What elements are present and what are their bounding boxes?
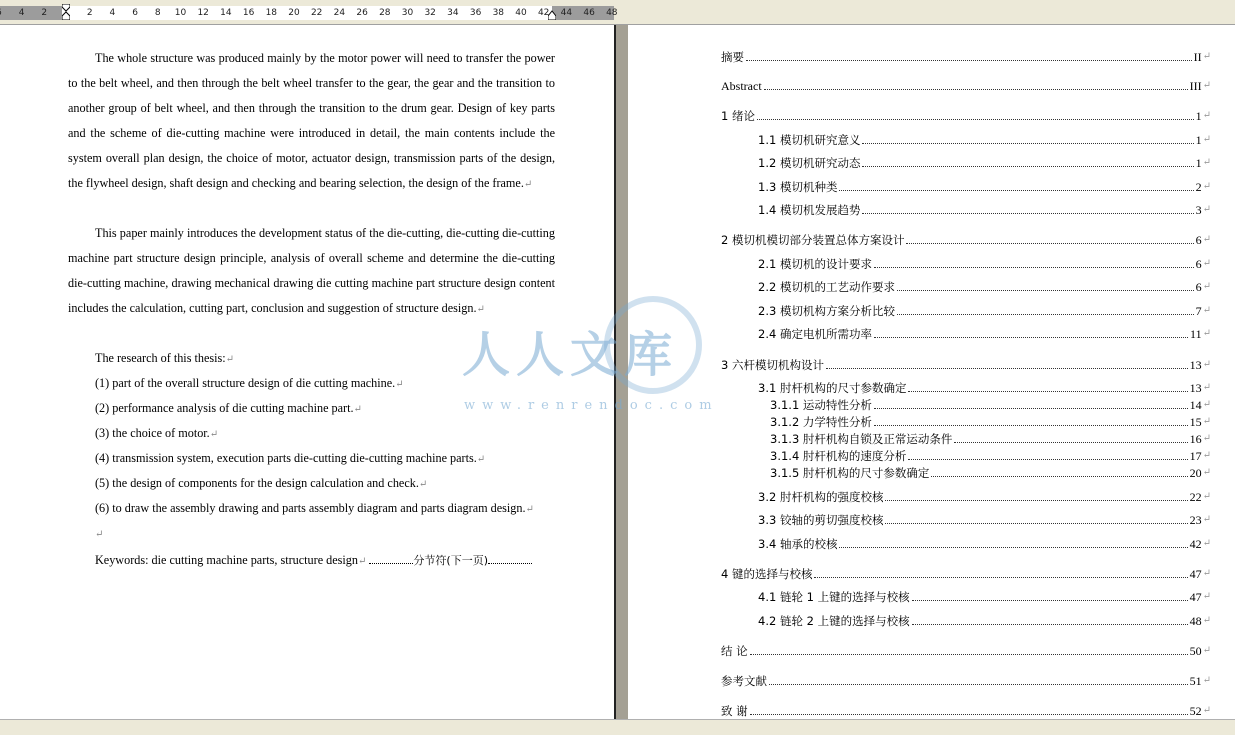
ruler-tick-label: 14: [220, 8, 232, 18]
abstract-paragraph-2[interactable]: [68, 221, 555, 322]
paragraph-mark: ↵: [1202, 568, 1211, 579]
toc-leader-dots: [874, 266, 1194, 268]
toc-entry-label: 结 论: [721, 644, 748, 658]
document-page-right[interactable]: [628, 25, 1235, 719]
paragraph-mark: ↵: [1202, 204, 1211, 215]
toc-entry[interactable]: [758, 326, 1211, 342]
paragraph-mark: ↵: [1202, 258, 1211, 269]
toc-entry-label: 1.2 模切机研究动态: [758, 156, 861, 170]
toc-entry-label: 3.1.4 肘杆机构的速度分析: [770, 449, 907, 463]
toc-page-number: 47: [1189, 590, 1202, 604]
paragraph-mark: ↵: [1202, 382, 1211, 393]
paragraph-mark: ↵: [1202, 538, 1211, 549]
status-bar: [0, 719, 1235, 735]
paragraph-mark: ↵: [1202, 450, 1211, 461]
toc-entry-label: 3.1 肘杆机构的尺寸参数确定: [758, 381, 907, 395]
indent-marker-icon[interactable]: [62, 4, 70, 20]
toc-entry[interactable]: [770, 431, 1211, 447]
ruler-tick-label: 10: [174, 8, 187, 18]
toc-page-number: 23: [1189, 513, 1202, 527]
toc-entry-label: 3 六杆模切机构设计: [721, 358, 824, 372]
toc-entry-label: 参考文献: [721, 674, 767, 688]
paragraph-mark: ↵: [1202, 134, 1211, 145]
ruler-tick-label: 24: [333, 8, 346, 18]
paragraph-mark: ↵: [1202, 359, 1211, 370]
paragraph-mark: ↵: [476, 304, 485, 315]
toc-entry[interactable]: [721, 357, 1211, 373]
paragraph-mark: ↵: [1202, 110, 1211, 121]
research-list-item-text: (4) transmission system, execution parts die-cutting die-cutting machine parts.: [95, 451, 477, 465]
paragraph-2-text: This paper mainly introduces the development status of the die-cutting, die-cutting die-cutting machine part structure design principle, analysis of overall scheme and determine the die-cutting die-cutting machine, drawing mechanical drawing die cutting machine part structure design content includes the calculation, cutting part, conclusion and suggestion of structure design.: [68, 226, 555, 315]
research-heading[interactable]: [95, 351, 234, 366]
ruler-tick-label: 36: [469, 8, 482, 18]
toc-leader-dots: [746, 59, 1192, 61]
ruler-tick-label: 34: [447, 8, 459, 18]
toc-leader-dots: [912, 599, 1188, 601]
empty-paragraph[interactable]: [95, 526, 103, 541]
paragraph-mark: ↵: [418, 479, 428, 490]
toc-entry[interactable]: [758, 489, 1211, 505]
ruler-tick-label: 32: [424, 8, 436, 18]
paragraph-mark: ↵: [353, 404, 362, 415]
toc-entry[interactable]: [758, 536, 1211, 552]
toc-entry[interactable]: [721, 703, 1211, 719]
toc-page-number: 13: [1189, 358, 1202, 372]
toc-entry[interactable]: [758, 512, 1211, 528]
paragraph-mark: ↵: [1202, 281, 1211, 292]
paragraph-mark: ↵: [476, 454, 486, 465]
toc-page-number: 1: [1195, 156, 1202, 170]
toc-leader-dots: [908, 458, 1187, 460]
toc-page-number: 1: [1195, 133, 1202, 147]
ruler-tick-label: 40: [515, 8, 527, 18]
toc-leader-dots: [931, 475, 1187, 477]
horizontal-ruler[interactable]: [0, 0, 1235, 25]
toc-leader-dots: [885, 522, 1187, 524]
paragraph-1-text: The whole structure was produced mainly by the motor power will need to transfer the power to the belt wheel, and then through the belt wheel transfer to the gear, the gear and the transition to another group of belt wheel, and then through the transition to the drum gear. Design of key parts and the scheme of die-cutting machine were introduced in detail, the main contents include the system overall plan design, the choice of motor, actuator design, transmission parts of the design, the flywheel design, shaft design and checking and bearing selection, the design of the frame.: [68, 51, 555, 190]
toc-page-number: 1: [1195, 109, 1202, 123]
research-list-item[interactable]: [95, 501, 534, 516]
toc-page-number: 6: [1195, 233, 1202, 247]
paragraph-mark: ↵: [1202, 181, 1211, 192]
page-divider: [614, 25, 628, 719]
toc-entry[interactable]: [721, 108, 1211, 124]
toc-leader-dots: [750, 653, 1188, 655]
toc-entry-label: 3.1.3 肘杆机构自锁及正常运动条件: [770, 432, 953, 446]
toc-leader-dots: [862, 142, 1193, 144]
toc-entry[interactable]: [721, 566, 1211, 582]
toc-entry[interactable]: [721, 232, 1211, 248]
toc-entry-label: 2.1 模切机的设计要求: [758, 257, 872, 271]
toc-page-number: 42: [1189, 537, 1202, 551]
toc-leader-dots: [769, 683, 1188, 685]
paragraph-mark: ↵: [1202, 234, 1211, 245]
ruler-margin-left: [0, 6, 62, 20]
toc-leader-dots: [954, 441, 1187, 443]
toc-leader-dots: [874, 424, 1188, 426]
toc-entry[interactable]: [721, 643, 1211, 659]
paragraph-mark: ↵: [1202, 305, 1211, 316]
toc-entry[interactable]: [758, 132, 1211, 148]
toc-entry-label: 2.2 模切机的工艺动作要求: [758, 280, 895, 294]
paragraph-mark: ↵: [1202, 433, 1211, 444]
section-break-leader: [488, 554, 532, 564]
toc-entry[interactable]: [721, 49, 1211, 65]
toc-page-number: II: [1193, 50, 1202, 64]
watermark-text: 人人文库: [462, 327, 679, 383]
toc-entry[interactable]: [770, 414, 1211, 430]
research-list-item-text: (5) the design of components for the design calculation and check.: [95, 476, 419, 490]
toc-page-number: 13: [1189, 381, 1202, 395]
toc-page-number: III: [1189, 79, 1202, 93]
toc-page-number: 6: [1195, 257, 1202, 271]
document-page-left[interactable]: [0, 25, 614, 719]
paragraph-mark: ↵: [1202, 675, 1211, 686]
ruler-tick-label: [0, 8, 2, 18]
research-list-item-text: (3) the choice of motor.: [95, 426, 210, 440]
paragraph-mark: ↵: [1202, 157, 1211, 168]
toc-page-number: 14: [1189, 398, 1202, 412]
section-break-leader: [369, 554, 413, 564]
ruler-tick-label: 4: [109, 8, 116, 18]
toc-entry-label: 3.4 轴承的校核: [758, 537, 838, 551]
ruler-tick-label: 30: [401, 8, 414, 18]
toc-entry-label: 摘要: [721, 50, 744, 64]
paragraph-mark: ↵: [357, 556, 367, 567]
toc-entry-label: 3.1.1 运动特性分析: [770, 398, 872, 412]
watermark-url: www.renrendoc.com: [464, 398, 719, 413]
toc-entry-label: 2.4 确定电机所需功率: [758, 327, 872, 341]
toc-entry-label: 3.2 肘杆机构的强度校核: [758, 490, 884, 504]
toc-leader-dots: [874, 336, 1188, 338]
ruler-tick-label: 18: [265, 8, 278, 18]
research-list-item[interactable]: [95, 376, 404, 391]
toc-entry-label: 1.4 模切机发展趋势: [758, 203, 861, 217]
paragraph-mark: ↵: [1202, 416, 1211, 427]
abstract-paragraph-1[interactable]: [68, 46, 555, 197]
toc-entry-label: 4.2 链轮 2 上键的选择与校核: [758, 614, 910, 628]
paragraph-mark: ↵: [1202, 491, 1211, 502]
research-list-item[interactable]: [95, 401, 362, 416]
paragraph-mark: ↵: [1202, 514, 1211, 525]
toc-page-number: 16: [1189, 432, 1202, 446]
ruler-tick-label: 38: [492, 8, 505, 18]
ruler-tick-label: 26: [356, 8, 368, 18]
toc-entry[interactable]: [758, 279, 1211, 295]
paragraph-mark: ↵: [209, 429, 219, 440]
toc-leader-dots: [814, 576, 1187, 578]
toc-leader-dots: [839, 189, 1193, 191]
ruler-tick-label: 2: [86, 8, 93, 18]
toc-entry-label: 3.1.2 力学特性分析: [770, 415, 872, 429]
toc-leader-dots: [826, 367, 1188, 369]
paragraph-mark: ↵: [1202, 467, 1211, 478]
toc-page-number: 51: [1189, 674, 1202, 688]
toc-entry[interactable]: [758, 589, 1211, 605]
section-break-label: 分节符(下一页): [413, 554, 489, 567]
toc-entry[interactable]: [770, 448, 1211, 464]
toc-entry-label: 1.1 模切机研究意义: [758, 133, 861, 147]
toc-leader-dots: [912, 623, 1188, 625]
toc-page-number: 2: [1195, 180, 1202, 194]
toc-entry[interactable]: [758, 202, 1211, 218]
toc-leader-dots: [862, 212, 1193, 214]
toc-page-number: 22: [1189, 490, 1202, 504]
ruler-tick-label: 4: [18, 8, 25, 18]
paragraph-mark: ↵: [1202, 399, 1211, 410]
research-list-item[interactable]: [95, 426, 218, 441]
paragraph-mark: ↵: [523, 179, 533, 190]
paragraph-mark: ↵: [1202, 645, 1211, 656]
toc-leader-dots: [839, 546, 1187, 548]
toc-entry-label: 4 键的选择与校核: [721, 567, 813, 581]
toc-page-number: 11: [1190, 327, 1202, 341]
ruler-tick-label: 12: [197, 8, 209, 18]
ruler-tick-label: 8: [154, 8, 161, 18]
research-list-item[interactable]: [95, 476, 427, 491]
research-list-item-text: (6) to draw the assembly drawing and parts assembly diagram and parts diagram design.: [95, 501, 526, 515]
toc-entry[interactable]: [758, 303, 1211, 319]
ruler-tick-label: 22: [310, 8, 323, 18]
toc-page-number: 47: [1189, 567, 1202, 581]
toc-entry[interactable]: [721, 78, 1211, 94]
research-list-item-text: (2) performance analysis of die cutting machine part.: [95, 401, 354, 415]
toc-entry-label: 2 模切机模切部分装置总体方案设计: [721, 233, 905, 247]
toc-leader-dots: [764, 88, 1188, 90]
ruler-tick-label: 48: [606, 8, 618, 18]
research-list-item[interactable]: [95, 451, 485, 466]
ruler-tick-label: 44: [560, 8, 573, 18]
toc-page-number: 3: [1195, 203, 1202, 217]
toc-page-number: 20: [1189, 466, 1202, 480]
research-heading-text: The research of this thesis:: [95, 351, 226, 365]
toc-entry-label: 1.3 模切机种类: [758, 180, 838, 194]
toc-entry-label: 3.3 铰轴的剪切强度校核: [758, 513, 884, 527]
toc-entry[interactable]: [758, 179, 1211, 195]
toc-leader-dots: [908, 390, 1187, 392]
paragraph-mark: ↵: [1202, 591, 1211, 602]
toc-entry-label: 致 谢: [721, 704, 748, 718]
ruler-tick-label: 42: [537, 8, 550, 18]
paragraph-mark: ↵: [525, 504, 534, 515]
paragraph-mark: ↵: [1202, 615, 1211, 626]
ruler-tick-label: 6: [132, 8, 138, 18]
toc-page-number: 17: [1189, 449, 1202, 463]
ruler-tick-label: 20: [288, 8, 300, 18]
toc-entry[interactable]: [758, 380, 1211, 396]
paragraph-mark: ↵: [1202, 80, 1211, 91]
toc-entry-label: Abstract: [721, 79, 762, 93]
toc-page-number: 48: [1189, 614, 1202, 628]
toc-page-number: 15: [1189, 415, 1202, 429]
toc-page-number: 7: [1195, 304, 1202, 318]
toc-entry[interactable]: [770, 465, 1211, 481]
toc-entry-label: 2.3 模切机构方案分析比较: [758, 304, 895, 318]
toc-leader-dots: [874, 407, 1188, 409]
toc-leader-dots: [757, 118, 1194, 120]
research-list-item-text: (1) part of the overall structure design of die cutting machine.: [95, 376, 396, 390]
keywords-text: Keywords: die cutting machine parts, structure design: [95, 553, 358, 567]
keywords-line[interactable]: [95, 552, 532, 568]
toc-leader-dots: [750, 713, 1188, 715]
toc-entry[interactable]: [770, 397, 1211, 413]
toc-entry[interactable]: [758, 256, 1211, 272]
paragraph-mark: ↵: [225, 354, 235, 365]
toc-entry-label: 4.1 链轮 1 上键的选择与校核: [758, 590, 910, 604]
toc-leader-dots: [885, 499, 1187, 501]
toc-leader-dots: [897, 313, 1194, 315]
toc-leader-dots: [906, 242, 1193, 244]
ruler-tick-label: 16: [242, 8, 255, 18]
toc-entry[interactable]: [758, 613, 1211, 629]
paragraph-mark: ↵: [95, 529, 104, 540]
toc-page-number: 52: [1189, 704, 1202, 718]
toc-entry-label: 3.1.5 肘杆机构的尺寸参数确定: [770, 466, 930, 480]
toc-leader-dots: [862, 165, 1193, 167]
ruler-tick-label: 28: [379, 8, 391, 18]
paragraph-mark: ↵: [1202, 51, 1211, 62]
toc-page-number: 50: [1189, 644, 1202, 658]
toc-leader-dots: [897, 289, 1194, 291]
toc-entry[interactable]: [721, 673, 1211, 689]
ruler-tick-label: 2: [41, 8, 48, 18]
paragraph-mark: ↵: [1202, 705, 1211, 716]
paragraph-mark: ↵: [395, 379, 404, 390]
toc-entry[interactable]: [758, 155, 1211, 171]
toc-page-number: 6: [1195, 280, 1202, 294]
toc-entry-label: 1 绪论: [721, 109, 755, 123]
ruler-tick-label: 46: [583, 8, 595, 18]
paragraph-mark: ↵: [1202, 328, 1211, 339]
